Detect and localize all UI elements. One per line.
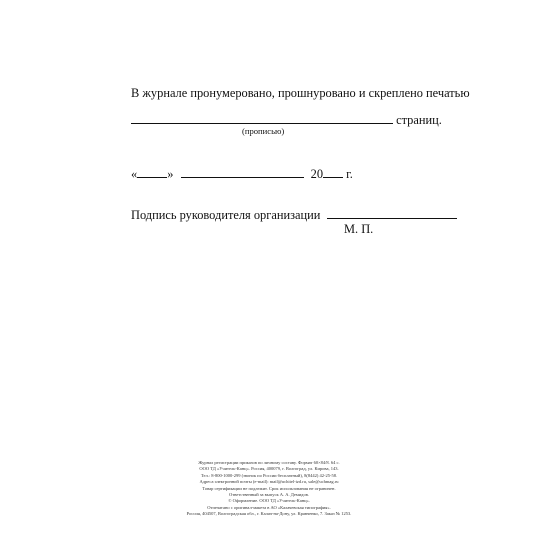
date-open-quote: « <box>131 167 138 181</box>
year-blank[interactable] <box>323 166 343 178</box>
date-close-quote: » <box>167 167 174 181</box>
stamp-label: М. П. <box>344 222 374 236</box>
page-count-line <box>131 112 442 127</box>
imprint-line: Журнал регистрации приказов по личному составу. Формат 60×84/8. 64 с. <box>198 460 340 465</box>
year-suffix: г. <box>346 167 353 181</box>
year-prefix: 20 <box>310 167 324 181</box>
imprint-line: © Оформление. ООО ТД «Учитель-Канц». <box>228 498 310 504</box>
imprint-line: Россия, 404507, Волгоградская обл., г. Калач-на-Дону, ул. Кравченко, 7. Заказ № 1253. <box>186 511 352 517</box>
pages-hint: (прописью) <box>242 126 285 136</box>
page-count-blank[interactable] <box>131 112 393 124</box>
pages-suffix: страниц. <box>396 113 442 127</box>
day-blank[interactable] <box>137 166 167 178</box>
publisher-imprint <box>140 460 398 518</box>
signature-label: Подпись руководителя организации <box>131 208 321 222</box>
certification-statement: В журнале пронумеровано, прошнуровано и скреплено печатью <box>131 86 470 100</box>
date-line <box>131 166 353 181</box>
imprint-line: Товар сертификации не подлежит. Срок использования не ограничен. <box>202 485 336 491</box>
signature-line <box>131 207 457 222</box>
imprint-line: Адреса электронной почты (e-mail): mail@uchitel-izd.ru, sale@uchmag.ru <box>199 479 339 485</box>
imprint-line: Отпечатано с оригинал-макета в АО «Калачевская типография». <box>207 504 331 510</box>
signature-blank[interactable] <box>327 207 457 219</box>
imprint-line: ООО ТД «Учитель-Канц». Россия, 400079, г. Волгоград, ул. Кирова, 143. <box>199 466 339 472</box>
imprint-line: Тел.: 8-800-1000-299 (звонок по России бесплатный), 8(8442) 42-25-58. <box>200 472 338 478</box>
month-blank[interactable] <box>181 166 304 178</box>
imprint-line: Ответственный за выпуск А. А. Демидов. <box>229 492 309 498</box>
